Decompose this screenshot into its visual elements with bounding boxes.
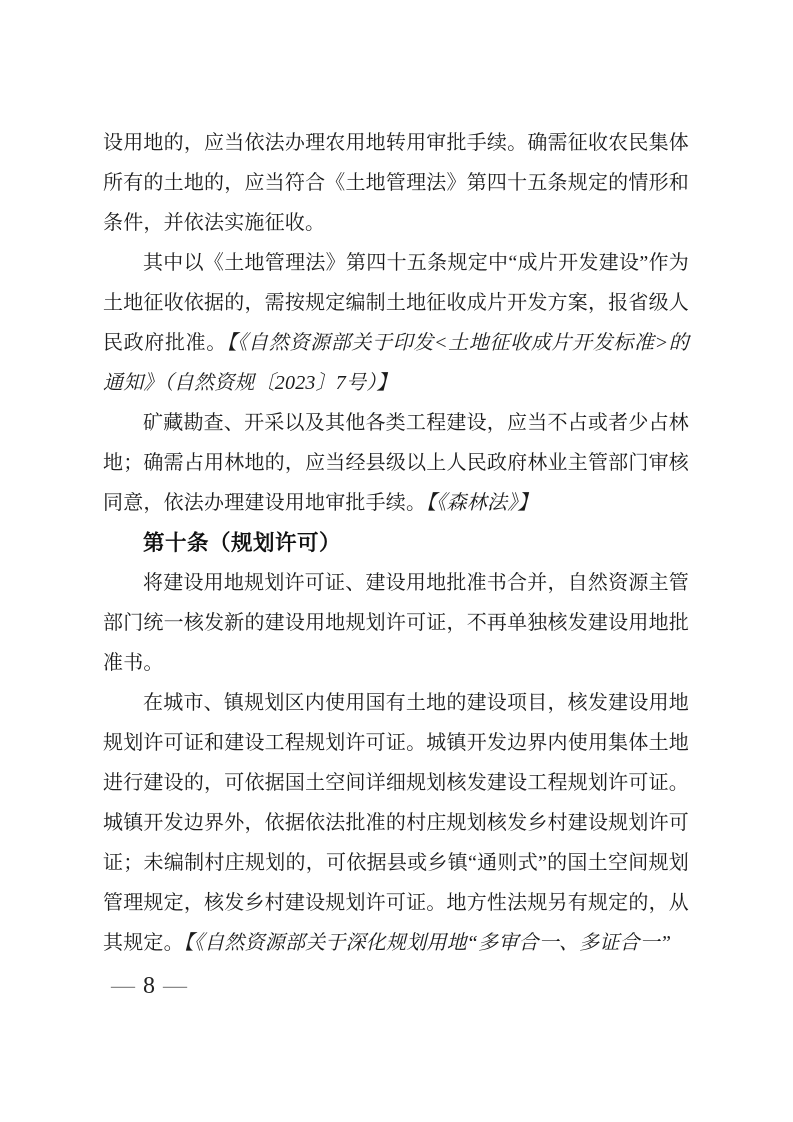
citation-multi-review-multi-permit-notice: 【《自然资源部关于深化规划用地“多审合一、多证合一”: [183, 932, 672, 954]
article-10-heading: 第十条（规划许可）: [143, 531, 342, 555]
page-number-right-dash: —: [163, 973, 187, 999]
paragraph-text: 将建设用地规划许可证、建设用地批准书合并，自然资源主管部门统一核发新的建设用地规划许可证，不再单独核发建设用地批准书。: [103, 572, 689, 674]
page-number-left-dash: —: [111, 973, 135, 999]
citation-natural-resources-notice: 【《自然资源部关于印发<土地征收成片开发标准>的通知》（自然资规〔2023〕7号）】: [103, 332, 689, 394]
paragraph-permit-merger: [103, 563, 689, 683]
paragraph-land-expropriation-plan: [103, 243, 689, 403]
paragraph-text: 矿藏勘查、开采以及其他各类工程建设，应当不占或者少占林地；确需占用林地的，应当经县级以上人民政府林业主管部门审核同意，依法办理建设用地审批手续。: [103, 412, 689, 514]
citation-forest-law: 【《森林法》】: [426, 492, 538, 514]
paragraph-text: 在城市、镇规划区内使用国有土地的建设项目，核发建设用地规划许可证和建设工程规划许可证。城镇开发边界内使用集体土地进行建设的，可依据国土空间详细规划核发建设工程规划许可证。城镇开发边界外，依据依法批准的村庄规划核发乡村建设规划许可证；未编制村庄规划的，可依据县或乡镇“通则式”的国土空间规划管理规定，核发乡村建设规划许可证。地方性法规另有规定的，从其规定。: [103, 692, 689, 954]
page-number-value: 8: [143, 973, 155, 999]
paragraph-text: 设用地的，应当依法办理农用地转用审批手续。确需征收农民集体所有的土地的，应当符合《土地管理法》第四十五条规定的情形和条件，并依法实施征收。: [103, 132, 689, 234]
document-body: [103, 123, 689, 963]
page-number: [103, 972, 195, 1000]
paragraph-farmland-conversion: [103, 123, 689, 243]
paragraph-text: 其中以《土地管理法》第四十五条规定中“成片开发建设”作为土地征收依据的，需按规定编制土地征收成片开发方案，报省级人民政府批准。: [103, 252, 689, 354]
paragraph-planning-permits: [103, 683, 689, 963]
paragraph-forest-land: [103, 403, 689, 523]
